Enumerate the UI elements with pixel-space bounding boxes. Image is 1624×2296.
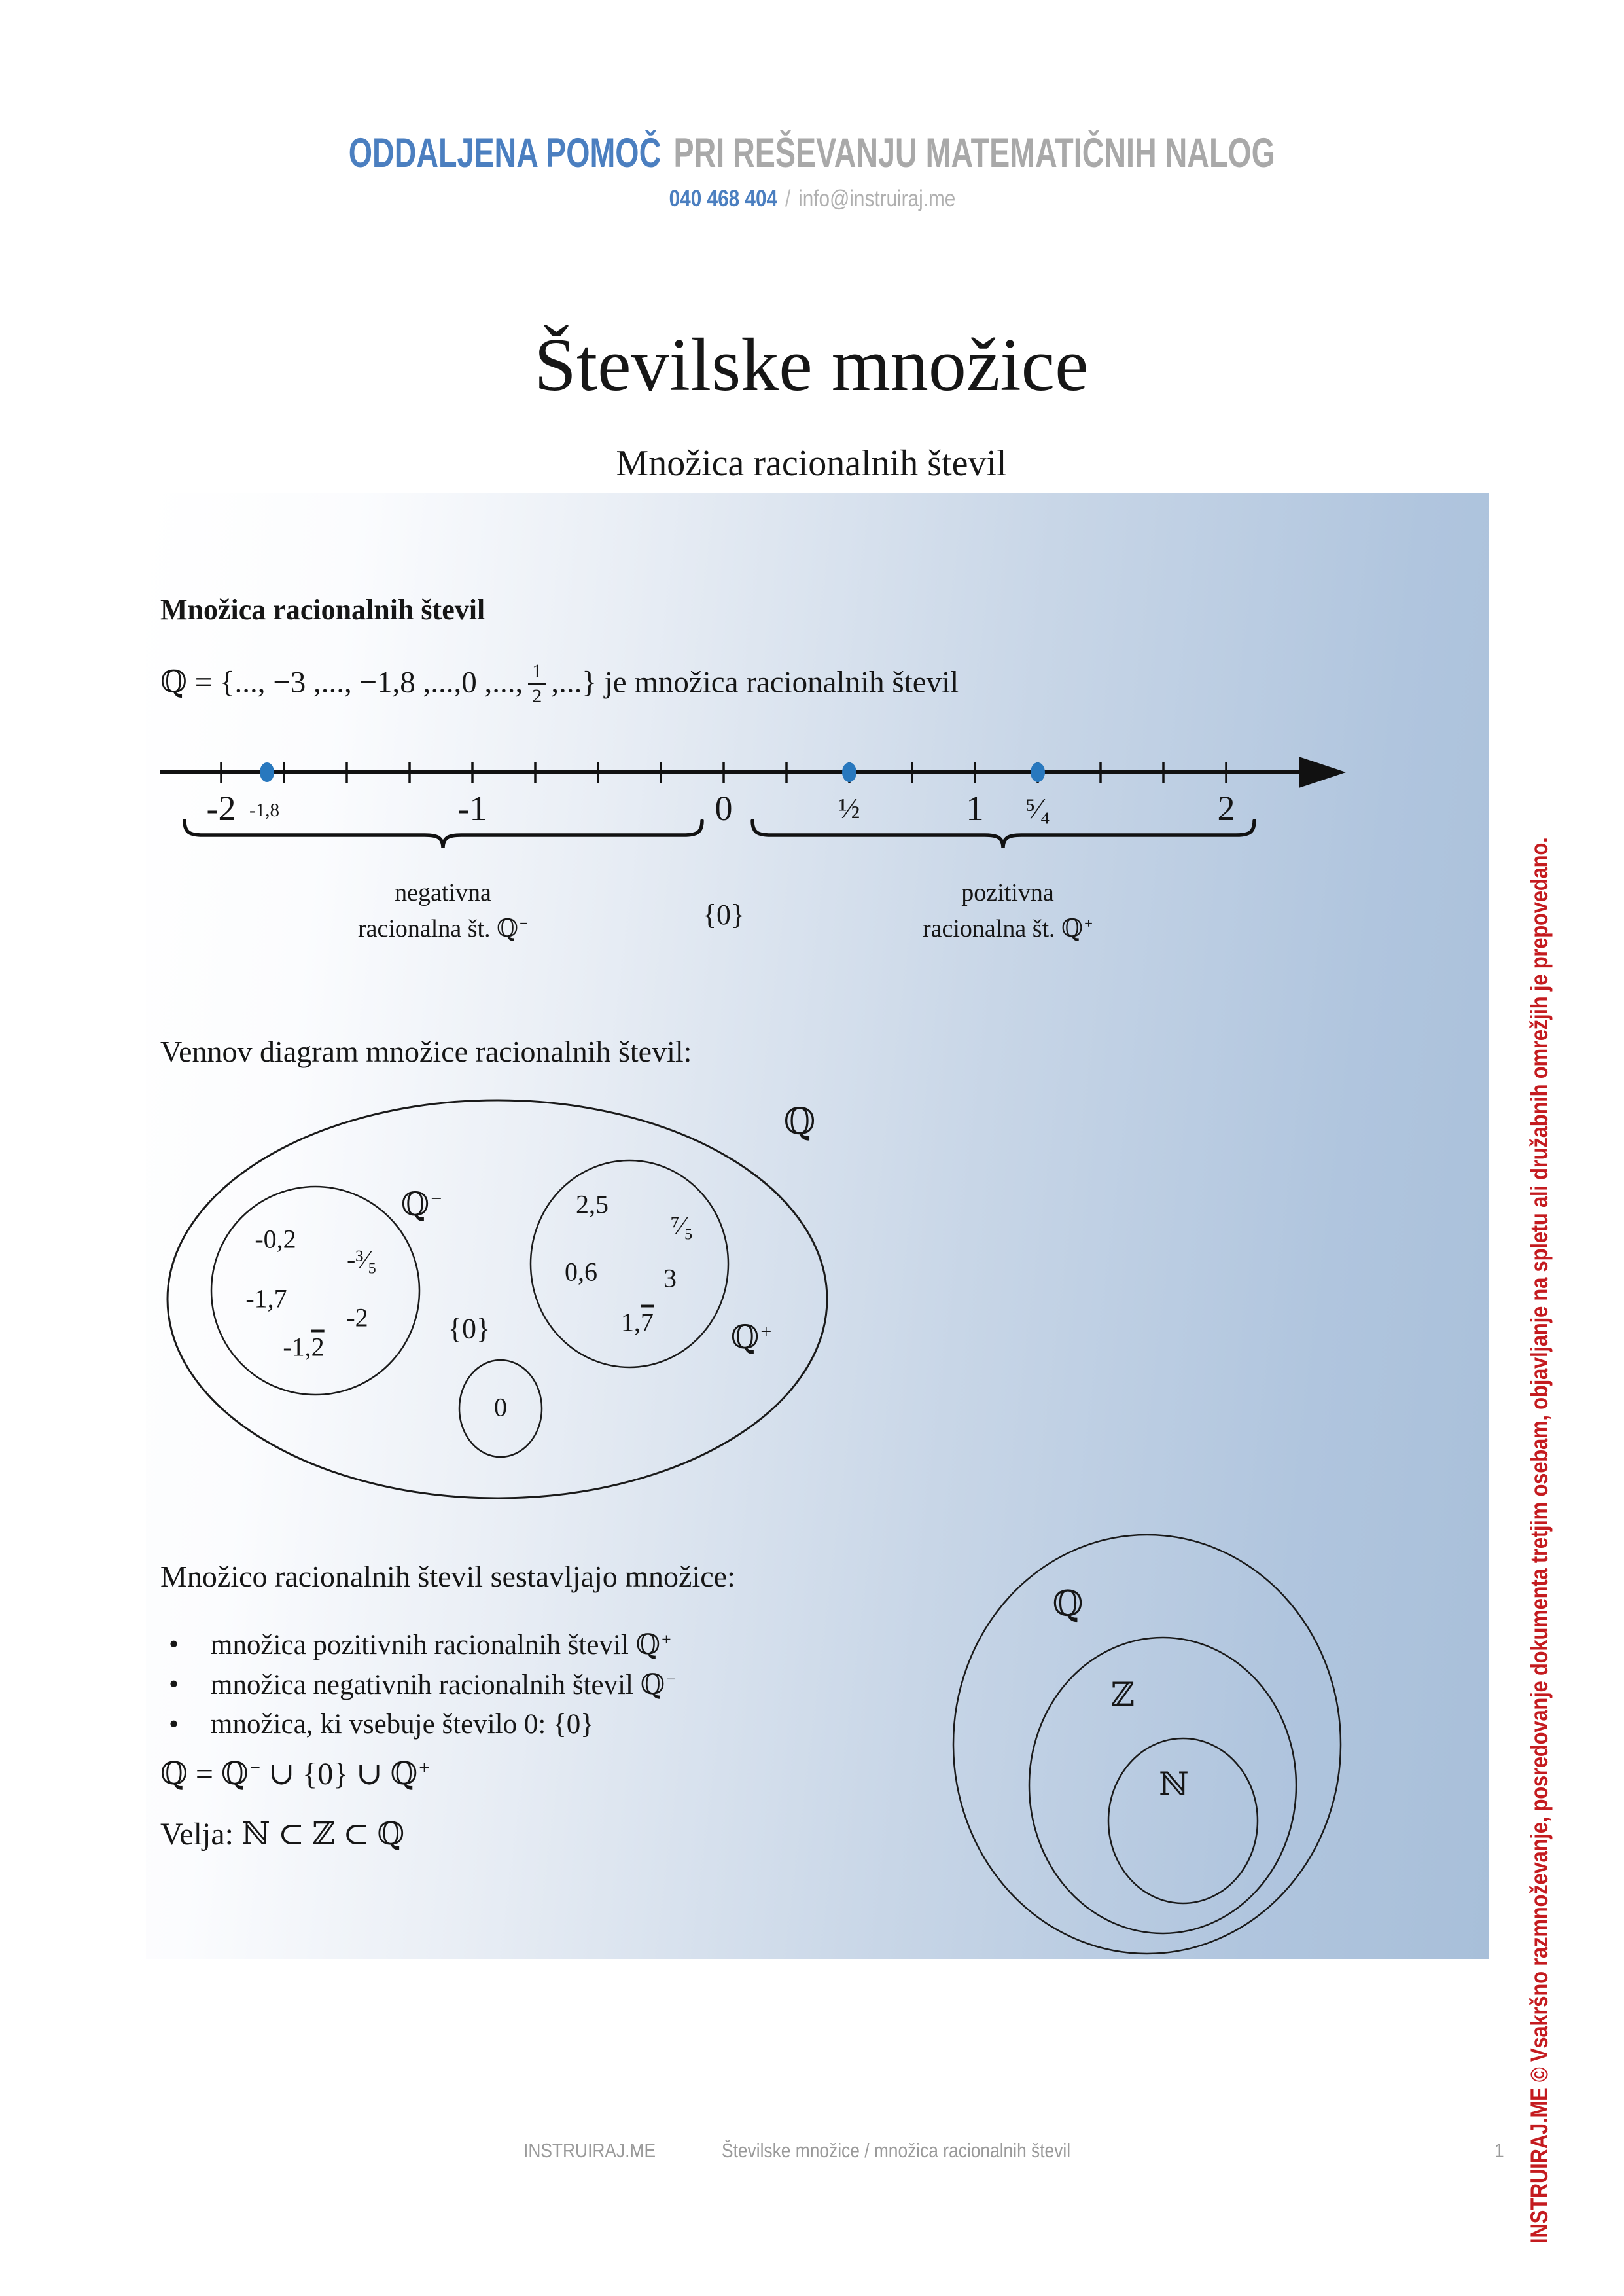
bullet-zero-set: množica, ki vsebuje število 0: {0} bbox=[211, 1709, 594, 1740]
nested-q-circle bbox=[953, 1535, 1341, 1954]
negative-label-line2: racionalna št. ℚ− bbox=[357, 915, 529, 942]
plus-superscript: + bbox=[419, 1757, 430, 1779]
bullet-icon: • bbox=[169, 1709, 179, 1740]
bullet-icon: • bbox=[169, 1669, 179, 1700]
header bbox=[0, 130, 1624, 177]
venn-zero-value: 0 bbox=[494, 1392, 507, 1422]
positive-label-line1: pozitivna bbox=[961, 879, 1054, 906]
copyright-vertical-note: INSTRUIRAJ.ME © Vsakršno razmnoževanje, posredovanje dokumenta tretjim osebam, objavljanje na spletu ali družabnih omrežjih je prepovedano. bbox=[1526, 837, 1553, 2244]
point-dot-one-half bbox=[842, 762, 856, 782]
formula-pre: ℚ = {..., −3 ,..., −1,8 ,...,0 ,..., bbox=[160, 665, 523, 700]
underbraces bbox=[146, 817, 1389, 856]
point-dot-minus-1-8 bbox=[260, 762, 274, 782]
venn-zero-set-label: {0} bbox=[448, 1312, 491, 1345]
venn-number: -1,2 bbox=[283, 1332, 325, 1362]
venn-number: 0,6 bbox=[565, 1257, 597, 1287]
nested-sets-diagram bbox=[952, 1528, 1345, 1964]
fraction-one-half: $\frac{1}{2}$ bbox=[528, 661, 546, 707]
tick-label-minus-2: -2 bbox=[206, 789, 236, 828]
tick-label-five-fourths: ⁵⁄₄ bbox=[1025, 793, 1051, 825]
footer-brand: INSTRUIRAJ.ME bbox=[523, 2139, 656, 2162]
venn-negative-circle bbox=[211, 1187, 419, 1395]
formula-post: ,...} je množica racionalnih števil bbox=[551, 665, 959, 700]
tick-label-one-half: ½ bbox=[838, 793, 860, 825]
venn-number: ⁷⁄₅ bbox=[670, 1210, 694, 1240]
minus-superscript: − bbox=[520, 915, 529, 932]
zero-set-label: {0} bbox=[702, 899, 745, 931]
subset-statement: Velja: ℕ ⊂ ℤ ⊂ ℚ bbox=[160, 1817, 405, 1852]
nested-n-circle bbox=[1108, 1738, 1258, 1903]
composition-heading: Množico racionalnih števil sestavljajo množice: bbox=[160, 1560, 735, 1593]
tick-label-2: 2 bbox=[1217, 789, 1235, 828]
venn-number: 1,7 bbox=[621, 1307, 654, 1337]
venn-q-minus-label: ℚ− bbox=[400, 1186, 442, 1223]
phone-number: 040 468 404 bbox=[669, 186, 777, 211]
page-title: Številske množice bbox=[534, 323, 1089, 407]
venn-number: 3 bbox=[663, 1263, 677, 1293]
venn-caption: Vennov diagram množice racionalnih števil: bbox=[160, 1035, 692, 1068]
footer-doc-title: Številske množice / množica racionalnih števil bbox=[722, 2139, 1071, 2162]
venn-number: -1,7 bbox=[245, 1283, 287, 1314]
venn-number: -0,2 bbox=[255, 1224, 296, 1254]
positive-label-line2: racionalna št. ℚ+ bbox=[922, 915, 1093, 942]
bullet-positive-set: množica pozitivnih racionalnih števil ℚ+ bbox=[211, 1629, 671, 1660]
nested-z-label: ℤ bbox=[1110, 1676, 1135, 1713]
brand-tagline: PRI REŠEVANJU MATEMATIČNIH NALOG bbox=[673, 130, 1276, 176]
venn-number: -2 bbox=[346, 1302, 368, 1333]
bullet-negative-set: množica negativnih racionalnih števil ℚ− bbox=[211, 1669, 676, 1700]
contact-line bbox=[0, 186, 1624, 212]
venn-number: -³⁄₅ bbox=[347, 1244, 377, 1274]
set-definition-formula bbox=[160, 661, 959, 707]
nested-q-label: ℚ bbox=[1052, 1584, 1084, 1624]
point-dot-five-fourths bbox=[1031, 762, 1045, 782]
underbrace-positive bbox=[752, 821, 1254, 848]
plus-superscript: + bbox=[760, 1320, 772, 1342]
venn-number: 2,5 bbox=[576, 1189, 609, 1219]
number-line bbox=[146, 733, 1389, 812]
tick-label-minus-1: -1 bbox=[457, 789, 487, 828]
venn-q-plus-label: ℚ+ bbox=[730, 1319, 772, 1355]
minus-superscript: − bbox=[249, 1757, 260, 1779]
separator-slash: / bbox=[785, 186, 790, 211]
plus-superscript: + bbox=[662, 1629, 671, 1649]
tick-label-0: 0 bbox=[715, 789, 733, 828]
underbrace-negative bbox=[185, 821, 702, 848]
tick-label-1: 1 bbox=[966, 789, 984, 828]
venn-q-label: ℚ bbox=[783, 1102, 816, 1143]
section-heading: Množica racionalnih števil bbox=[160, 594, 485, 626]
minus-superscript: − bbox=[431, 1187, 442, 1210]
bullet-icon: • bbox=[169, 1629, 179, 1660]
minus-superscript: − bbox=[666, 1669, 676, 1689]
plus-superscript: + bbox=[1084, 915, 1093, 932]
tick-label-minus-1-8: -1,8 bbox=[249, 800, 279, 821]
arrowhead-icon bbox=[1299, 757, 1346, 788]
brand-title: ODDALJENA POMOČ bbox=[348, 130, 662, 176]
negative-label-line1: negativna bbox=[395, 879, 491, 906]
union-formula: ℚ = ℚ− ∪ {0} ∪ ℚ+ bbox=[160, 1757, 430, 1791]
page-subtitle: Množica racionalnih števil bbox=[616, 443, 1007, 484]
nested-n-label: ℕ bbox=[1159, 1766, 1189, 1803]
email-address[interactable]: info@instruiraj.me bbox=[798, 186, 955, 211]
footer-page-number: 1 bbox=[1494, 2139, 1504, 2162]
